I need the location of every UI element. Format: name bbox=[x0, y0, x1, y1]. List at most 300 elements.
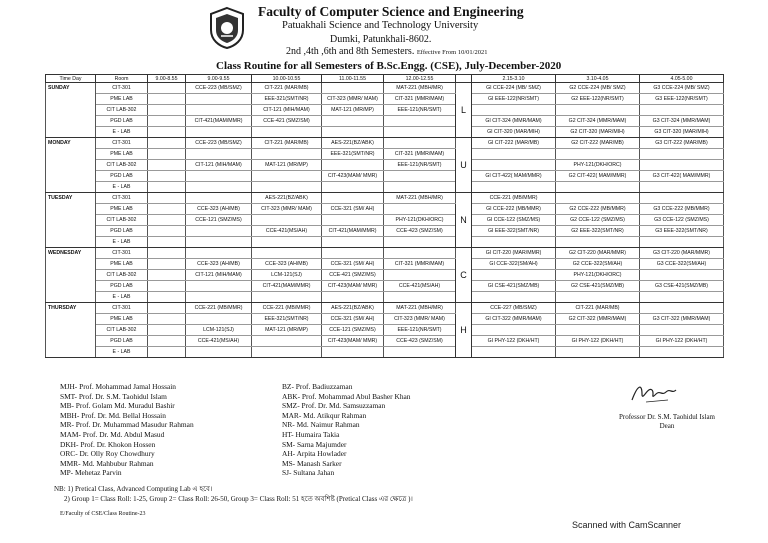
class-cell: GI EEE-322(SMT/NR) bbox=[472, 226, 556, 237]
room-cell: PGD LAB bbox=[96, 116, 148, 127]
table-row bbox=[46, 94, 724, 105]
class-cell: CIT-321 (MMR/MAM) bbox=[384, 259, 456, 270]
class-cell: CCE-421 (SMZ/SM) bbox=[252, 116, 322, 127]
class-cell bbox=[186, 193, 252, 204]
faculty-entry: MBH- Prof. Dr. Md. Bellal Hossain bbox=[60, 410, 166, 420]
class-cell bbox=[148, 182, 186, 193]
class-cell: CCE-221 (MB/MMR) bbox=[472, 193, 556, 204]
room-cell: PME LAB bbox=[96, 94, 148, 105]
class-cell: G3 EEE-322(SMT/NR) bbox=[640, 226, 724, 237]
faculty-entry: MAM- Prof. Dr. Md. Abdul Masud bbox=[60, 429, 165, 439]
class-cell: LCM-121(SJ) bbox=[186, 325, 252, 336]
class-cell: CIT-421(MAM/MMR) bbox=[322, 226, 384, 237]
day-cell bbox=[46, 292, 96, 303]
faculty-entry: ABK- Prof. Mohammad Abul Basher Khan bbox=[282, 391, 411, 401]
lunch-break-cell: H bbox=[456, 303, 472, 358]
table-row bbox=[46, 292, 724, 303]
class-cell bbox=[472, 292, 556, 303]
class-cell bbox=[252, 347, 322, 358]
class-cell: G3 CIT-220 (MAR/MMR) bbox=[640, 248, 724, 259]
footer-reference: E/Faculty of CSE/Class Routine-23 bbox=[60, 511, 146, 517]
class-cell bbox=[640, 182, 724, 193]
class-cell bbox=[252, 215, 322, 226]
class-cell: G2 CSE-421(SMZ/MB) bbox=[556, 281, 640, 292]
room-cell: PGD LAB bbox=[96, 226, 148, 237]
table-row bbox=[46, 215, 724, 226]
class-cell bbox=[148, 138, 186, 149]
class-cell: GI CCE-322(SM/AH) bbox=[472, 259, 556, 270]
table-row bbox=[46, 149, 724, 160]
class-cell: G3 CCE-322(SM/AH) bbox=[640, 259, 724, 270]
class-cell bbox=[148, 281, 186, 292]
class-cell: CCE-323 (AH/MB) bbox=[252, 259, 322, 270]
room-cell: CIT-301 bbox=[96, 303, 148, 314]
class-cell: AES-221(BZ/ABK) bbox=[322, 303, 384, 314]
class-cell bbox=[556, 292, 640, 303]
table-row bbox=[46, 314, 724, 325]
class-cell: CCE-423 (SMZ/SM) bbox=[384, 226, 456, 237]
faculty-entry: SMZ- Prof. Dr. Md. Samsuzzaman bbox=[282, 401, 386, 411]
class-cell bbox=[556, 325, 640, 336]
lunch-break-cell: C bbox=[456, 248, 472, 303]
class-cell: GI CCE-222 (MB/MMR) bbox=[472, 204, 556, 215]
class-cell: G3 CCE-224 (MB/ SMZ) bbox=[640, 83, 724, 94]
class-cell: CCE-421(MS/AH) bbox=[384, 281, 456, 292]
room-cell: CIT-301 bbox=[96, 138, 148, 149]
university-address: Dumki, Patunkhali-8602. bbox=[330, 34, 432, 45]
class-cell: GI PHY-122 (DKH/HT) bbox=[640, 336, 724, 347]
column-header: Time Day bbox=[46, 75, 96, 83]
class-cell bbox=[186, 127, 252, 138]
class-cell: G2 CCE-224 (MB/ SMZ) bbox=[556, 83, 640, 94]
class-cell bbox=[322, 127, 384, 138]
room-cell: E - LAB bbox=[96, 127, 148, 138]
class-cell: GI CIT-220 (MAR/MMR) bbox=[472, 248, 556, 259]
dean-name: Professor Dr. S.M. Taohidul Islam bbox=[618, 413, 716, 421]
class-cell: G2 CIT-320 (MAR/MIH) bbox=[556, 127, 640, 138]
class-cell bbox=[384, 182, 456, 193]
class-cell: GI CIT-222 (MAR/MB) bbox=[472, 138, 556, 149]
faculty-entry: MB- Prof. Golam Md. Muradul Bashir bbox=[60, 401, 175, 411]
column-header: 3.10-4.05 bbox=[556, 75, 640, 83]
faculty-entry: BZ- Prof. Badiuzzaman bbox=[282, 382, 353, 391]
class-cell bbox=[384, 292, 456, 303]
class-cell bbox=[186, 171, 252, 182]
room-cell: PME LAB bbox=[96, 204, 148, 215]
day-cell bbox=[46, 281, 96, 292]
room-cell: CIT LAB-302 bbox=[96, 105, 148, 116]
table-row bbox=[46, 248, 724, 259]
day-cell bbox=[46, 259, 96, 270]
class-cell bbox=[252, 171, 322, 182]
room-cell: E - LAB bbox=[96, 292, 148, 303]
class-cell bbox=[186, 105, 252, 116]
faculty-entry: MAR- Md. Atikqur Rahman bbox=[282, 410, 367, 420]
table-row bbox=[46, 325, 724, 336]
class-cell bbox=[252, 149, 322, 160]
class-cell: GI PHY-122 (DKH/HT) bbox=[472, 336, 556, 347]
room-cell: CIT-301 bbox=[96, 83, 148, 94]
table-row bbox=[46, 226, 724, 237]
table-row bbox=[46, 204, 724, 215]
class-cell: G3 CIT-320 (MAR/MIH) bbox=[640, 127, 724, 138]
university-logo-icon bbox=[208, 6, 246, 50]
class-cell bbox=[252, 248, 322, 259]
class-cell bbox=[186, 248, 252, 259]
class-cell bbox=[384, 248, 456, 259]
class-cell: CCE-227 (MB/SMZ) bbox=[472, 303, 556, 314]
class-cell: CIT-323 (MMR/ MAM) bbox=[384, 314, 456, 325]
class-cell: CIT-221 (MAR/MB) bbox=[556, 303, 640, 314]
faculty-entry: SJ- Sultana Jahan bbox=[282, 468, 335, 478]
class-cell bbox=[148, 303, 186, 314]
class-cell bbox=[384, 270, 456, 281]
class-cell bbox=[322, 248, 384, 259]
class-cell bbox=[148, 237, 186, 248]
class-cell bbox=[186, 281, 252, 292]
class-cell bbox=[186, 237, 252, 248]
class-cell bbox=[148, 347, 186, 358]
class-cell: GI PHY-122 (DKH/HT) bbox=[556, 336, 640, 347]
table-row bbox=[46, 127, 724, 138]
table-row bbox=[46, 347, 724, 358]
class-cell bbox=[252, 237, 322, 248]
class-cell: CCE-223 (MB/SMZ) bbox=[186, 83, 252, 94]
class-cell: G3 EEE-122(NR/SMT) bbox=[640, 94, 724, 105]
class-cell: GI CIT-320 (MAR/MIH) bbox=[472, 127, 556, 138]
room-cell: PGD LAB bbox=[96, 336, 148, 347]
class-cell: CIT-221 (MAR/MB) bbox=[252, 138, 322, 149]
day-cell bbox=[46, 215, 96, 226]
class-cell bbox=[252, 127, 322, 138]
faculty-entry: ORC- Dr. Olly Roy Chowdhury bbox=[60, 449, 155, 459]
column-header: 9.00-9.55 bbox=[186, 75, 252, 83]
signature-icon bbox=[628, 380, 680, 406]
column-header: Room bbox=[96, 75, 148, 83]
class-cell bbox=[322, 193, 384, 204]
column-header: 10.00-10.55 bbox=[252, 75, 322, 83]
class-cell bbox=[148, 336, 186, 347]
class-cell bbox=[186, 347, 252, 358]
class-cell: CIT-121 (MIH/MAM) bbox=[186, 160, 252, 171]
class-cell: GI CIT-324 (MMR/MAM) bbox=[472, 116, 556, 127]
day-cell bbox=[46, 314, 96, 325]
semesters-text: 2nd ,4th ,6th and 8th Semesters. bbox=[286, 46, 415, 57]
class-cell bbox=[384, 237, 456, 248]
class-cell: G2 CIT-222 (MAR/MB) bbox=[556, 138, 640, 149]
class-cell: AES-221(BZ/ABK) bbox=[322, 138, 384, 149]
class-cell: G2 CIT-422( MAM/MMR) bbox=[556, 171, 640, 182]
faculty-entry: SMT- Prof. Dr. S.M. Taohidul Islam bbox=[60, 391, 167, 401]
class-cell: AES-221(BZ/ABK) bbox=[252, 193, 322, 204]
faculty-entry: MJH- Prof. Mohammad Jamal Hossain bbox=[60, 382, 176, 391]
class-cell: G2 CCE-222 (MB/MMR) bbox=[556, 204, 640, 215]
class-cell bbox=[252, 336, 322, 347]
class-cell: CIT-321 (MMR/MAM) bbox=[384, 94, 456, 105]
class-cell bbox=[640, 292, 724, 303]
table-row bbox=[46, 237, 724, 248]
class-cell: CIT-121 (MIH/MAM) bbox=[186, 270, 252, 281]
class-cell bbox=[472, 325, 556, 336]
room-cell: CIT LAB-302 bbox=[96, 160, 148, 171]
class-cell bbox=[556, 182, 640, 193]
class-cell bbox=[148, 83, 186, 94]
class-cell: GI CIT-422( MAM/MMR) bbox=[472, 171, 556, 182]
class-cell bbox=[148, 226, 186, 237]
class-cell: CCE-321 (SM/ AH) bbox=[322, 259, 384, 270]
class-cell bbox=[148, 149, 186, 160]
table-row bbox=[46, 105, 724, 116]
day-cell: THURSDAY bbox=[46, 303, 96, 314]
faculty-entry: NR- Md. Naimur Rahman bbox=[282, 420, 360, 430]
class-cell bbox=[186, 94, 252, 105]
column-header: 12.00-12.55 bbox=[384, 75, 456, 83]
class-cell: CCE-421(MS/AH) bbox=[186, 336, 252, 347]
class-cell: PHY-121(DKH/ORC) bbox=[384, 215, 456, 226]
class-cell: PHY-121(DKH/ORC) bbox=[556, 270, 640, 281]
day-cell bbox=[46, 171, 96, 182]
class-cell: MAT-221 (MBH/MR) bbox=[384, 83, 456, 94]
class-cell: G3 CCE-122 (SMZ/MS) bbox=[640, 215, 724, 226]
column-header bbox=[456, 75, 472, 83]
class-cell: CCE-321 (SM/ AH) bbox=[322, 204, 384, 215]
room-cell: CIT-301 bbox=[96, 248, 148, 259]
class-cell: CIT-221 (MAR/MB) bbox=[252, 83, 322, 94]
room-cell: CIT-301 bbox=[96, 193, 148, 204]
class-cell bbox=[148, 94, 186, 105]
class-cell: CCE-423 (SMZ/SM) bbox=[384, 336, 456, 347]
class-cell bbox=[384, 204, 456, 215]
class-cell bbox=[322, 116, 384, 127]
routine-title: Class Routine for all Semesters of B.Sc.Engg. (CSE), July-December-2020 bbox=[216, 60, 562, 72]
class-cell: CIT-321 (MMR/MAM) bbox=[384, 149, 456, 160]
class-cell: EEE-321(SMT/NR) bbox=[252, 94, 322, 105]
table-header-row bbox=[46, 75, 724, 83]
class-cell bbox=[472, 237, 556, 248]
faculty-title: Faculty of Computer Science and Engineering bbox=[258, 4, 524, 19]
day-cell bbox=[46, 94, 96, 105]
table-row bbox=[46, 303, 724, 314]
class-cell: G2 CCE-122 (SMZ/MS) bbox=[556, 215, 640, 226]
class-cell: G3 CSE-421(SMZ/MB) bbox=[640, 281, 724, 292]
class-routine-table bbox=[45, 74, 724, 358]
class-cell bbox=[148, 193, 186, 204]
day-cell: MONDAY bbox=[46, 138, 96, 149]
faculty-entry: HT- Humaira Takia bbox=[282, 429, 340, 439]
class-cell bbox=[148, 171, 186, 182]
class-cell bbox=[472, 160, 556, 171]
faculty-entry: SM- Sarna Majumder bbox=[282, 439, 347, 449]
column-header: 2.15-3.10 bbox=[472, 75, 556, 83]
class-cell: EEE-121(NR/SMT) bbox=[384, 160, 456, 171]
class-cell: CIT-421(MAM/MMR) bbox=[252, 281, 322, 292]
class-cell bbox=[640, 270, 724, 281]
class-cell bbox=[148, 314, 186, 325]
class-cell: CIT-323 (MMR/ MAM) bbox=[322, 94, 384, 105]
class-cell bbox=[472, 105, 556, 116]
class-cell bbox=[556, 149, 640, 160]
class-cell bbox=[322, 292, 384, 303]
faculty-entry: MR- Prof. Dr. Muhammad Masudur Rahman bbox=[60, 420, 194, 430]
faculty-entry: MP- Mehetaz Parvin bbox=[60, 468, 122, 478]
class-cell: CIT-423(MAM/ MMR) bbox=[322, 281, 384, 292]
class-cell: CIT-423(MAM/ MMR) bbox=[322, 171, 384, 182]
class-cell bbox=[640, 149, 724, 160]
faculty-entry: MS- Manash Sarker bbox=[282, 458, 342, 468]
class-cell: CCE-421 (SMZ/MS) bbox=[322, 270, 384, 281]
class-cell bbox=[252, 182, 322, 193]
column-header: 11.00-11.55 bbox=[322, 75, 384, 83]
faculty-entry: DKH- Prof. Dr. Khokon Hossen bbox=[60, 439, 156, 449]
class-cell: G2 CIT-324 (MMR/MAM) bbox=[556, 116, 640, 127]
column-header: 9.00-8.55 bbox=[148, 75, 186, 83]
class-cell: PHY-121(DKH/ORC) bbox=[556, 160, 640, 171]
class-cell bbox=[148, 116, 186, 127]
class-cell: G2 CCE-322(SM/AH) bbox=[556, 259, 640, 270]
day-cell bbox=[46, 182, 96, 193]
class-cell: G3 CIT-422( MAM/MMR) bbox=[640, 171, 724, 182]
effective-date: Effective From 10/01/2021 bbox=[416, 49, 488, 56]
note-line-2: 2) Group 1= Class Roll: 1-25, Group 2= Class Roll: 26-50, Group 3= Class Roll: 51 হতে অবশিষ্ট (Pretical Class এর ক্ষেত্রে )। bbox=[64, 495, 413, 503]
class-cell bbox=[556, 347, 640, 358]
class-cell: MAT-221 (MBH/MR) bbox=[384, 303, 456, 314]
table-row bbox=[46, 193, 724, 204]
class-cell bbox=[556, 193, 640, 204]
class-cell bbox=[148, 325, 186, 336]
class-cell bbox=[148, 160, 186, 171]
day-cell bbox=[46, 160, 96, 171]
dean-title: Dean bbox=[659, 422, 675, 430]
table-row bbox=[46, 160, 724, 171]
class-cell bbox=[148, 259, 186, 270]
class-cell bbox=[472, 270, 556, 281]
class-cell: CCE-221 (MB/MMR) bbox=[252, 303, 322, 314]
class-cell: CCE-221 (MB/MMR) bbox=[186, 303, 252, 314]
class-cell: LCM-121(SJ) bbox=[252, 270, 322, 281]
class-cell: MAT-221 (MBH/MR) bbox=[384, 193, 456, 204]
table-row bbox=[46, 270, 724, 281]
class-cell: GI EEE-122(NR/SMT) bbox=[472, 94, 556, 105]
class-cell bbox=[186, 314, 252, 325]
room-cell: PME LAB bbox=[96, 314, 148, 325]
table-row bbox=[46, 281, 724, 292]
lunch-break-cell: L bbox=[456, 83, 472, 138]
room-cell: E - LAB bbox=[96, 182, 148, 193]
class-cell bbox=[148, 248, 186, 259]
class-cell bbox=[384, 347, 456, 358]
class-cell bbox=[640, 237, 724, 248]
class-cell bbox=[148, 105, 186, 116]
class-cell bbox=[148, 292, 186, 303]
class-cell bbox=[148, 204, 186, 215]
lunch-break-cell: U bbox=[456, 138, 472, 193]
class-cell bbox=[322, 83, 384, 94]
class-cell: CIT-323 (MMR/ MAM) bbox=[252, 204, 322, 215]
semesters-line bbox=[286, 46, 487, 57]
class-cell: G2 EEE-322(SMT/NR) bbox=[556, 226, 640, 237]
column-header: 4.05-5.00 bbox=[640, 75, 724, 83]
class-cell: MAT-121 (MR/MP) bbox=[322, 105, 384, 116]
table-row bbox=[46, 171, 724, 182]
class-cell bbox=[640, 193, 724, 204]
table-row bbox=[46, 138, 724, 149]
day-cell bbox=[46, 105, 96, 116]
day-cell bbox=[46, 226, 96, 237]
class-cell: GI CCE-122 (SMZ/MS) bbox=[472, 215, 556, 226]
room-cell: E - LAB bbox=[96, 237, 148, 248]
class-cell bbox=[640, 105, 724, 116]
class-cell: GI CCE-224 (MB/ SMZ) bbox=[472, 83, 556, 94]
class-cell: G3 CCE-222 (MB/MMR) bbox=[640, 204, 724, 215]
class-cell bbox=[472, 149, 556, 160]
class-cell: G3 CIT-324 (MMR/MAM) bbox=[640, 116, 724, 127]
faculty-list-left bbox=[60, 382, 194, 478]
class-cell: CCE-323 (AH/MB) bbox=[186, 204, 252, 215]
table-row bbox=[46, 259, 724, 270]
class-cell bbox=[384, 171, 456, 182]
dean-signature-block bbox=[612, 413, 722, 431]
note-line-1: NB: 1) Pretical Class, Advanced Computing Lab এ হবে। bbox=[54, 485, 213, 493]
class-cell: G3 CIT-222 (MAR/MB) bbox=[640, 138, 724, 149]
class-cell: G2 CIT-220 (MAR/MMR) bbox=[556, 248, 640, 259]
class-cell: CCE-421(MS/AH) bbox=[252, 226, 322, 237]
class-cell: CCE-121 (SMZ/MS) bbox=[186, 215, 252, 226]
class-cell bbox=[384, 116, 456, 127]
class-cell bbox=[186, 149, 252, 160]
class-cell: GI CSE-421(SMZ/MB) bbox=[472, 281, 556, 292]
class-cell bbox=[322, 182, 384, 193]
class-cell bbox=[322, 160, 384, 171]
scanner-watermark: Scanned with CamScanner bbox=[572, 520, 682, 530]
table-row bbox=[46, 336, 724, 347]
day-cell bbox=[46, 336, 96, 347]
class-cell: G3 CIT-322 (MMR/MAM) bbox=[640, 314, 724, 325]
class-cell bbox=[472, 182, 556, 193]
class-cell bbox=[148, 127, 186, 138]
faculty-entry: AH- Arpita Howlader bbox=[282, 449, 347, 459]
class-cell: CIT-423(MAM/ MMR) bbox=[322, 336, 384, 347]
class-cell bbox=[640, 303, 724, 314]
class-cell: CIT-121 (MIH/MAM) bbox=[252, 105, 322, 116]
class-cell bbox=[322, 237, 384, 248]
class-cell bbox=[384, 127, 456, 138]
class-cell: CCE-121 (SMZ/MS) bbox=[322, 325, 384, 336]
class-cell: EEE-121(NR/SMT) bbox=[384, 325, 456, 336]
day-cell: WEDNESDAY bbox=[46, 248, 96, 259]
class-cell bbox=[640, 160, 724, 171]
day-cell bbox=[46, 127, 96, 138]
day-cell: SUNDAY bbox=[46, 83, 96, 94]
room-cell: CIT LAB-302 bbox=[96, 325, 148, 336]
room-cell: PGD LAB bbox=[96, 171, 148, 182]
class-cell: CCE-323 (AH/MB) bbox=[186, 259, 252, 270]
class-cell bbox=[186, 226, 252, 237]
class-cell bbox=[640, 325, 724, 336]
room-cell: CIT LAB-302 bbox=[96, 270, 148, 281]
day-cell bbox=[46, 237, 96, 248]
lunch-break-cell: N bbox=[456, 193, 472, 248]
room-cell: E - LAB bbox=[96, 347, 148, 358]
class-cell: MAT-121 (MR/MP) bbox=[252, 325, 322, 336]
class-cell bbox=[640, 347, 724, 358]
day-cell: TUESDAY bbox=[46, 193, 96, 204]
table-row bbox=[46, 116, 724, 127]
class-cell: CCE-321 (SM/ AH) bbox=[322, 314, 384, 325]
room-cell: PGD LAB bbox=[96, 281, 148, 292]
class-cell: CIT-421(MAM/MMR) bbox=[186, 116, 252, 127]
class-cell bbox=[384, 138, 456, 149]
class-cell: MAT-121 (MR/MP) bbox=[252, 160, 322, 171]
